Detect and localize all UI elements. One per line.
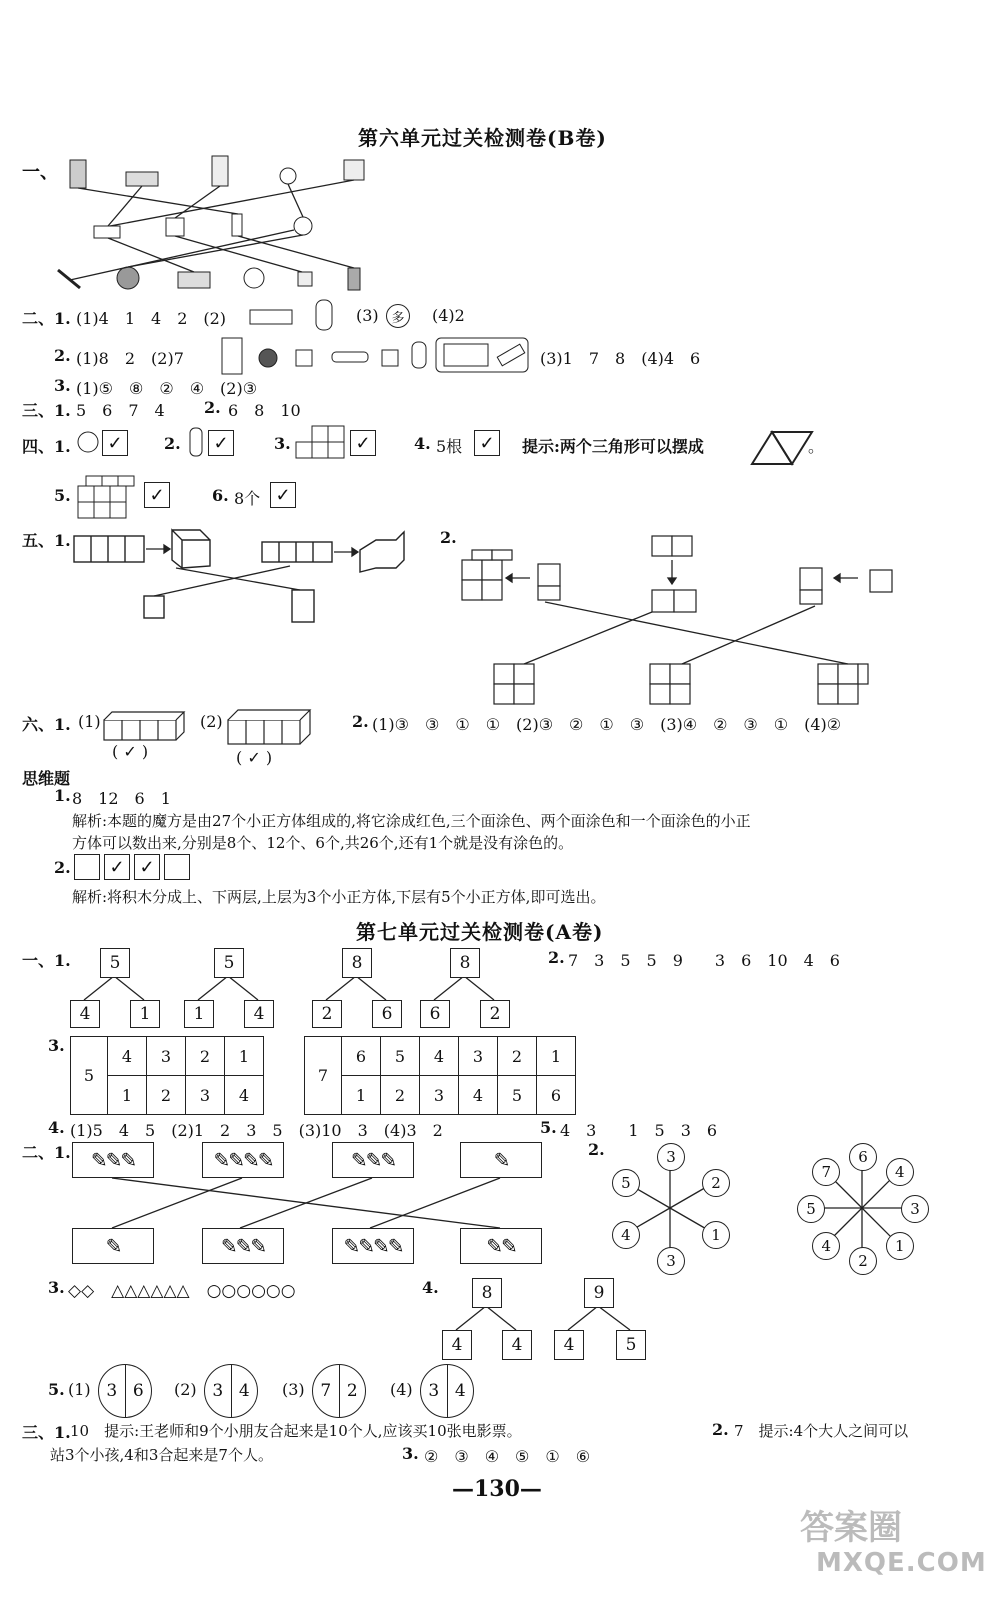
split-circle <box>98 1364 152 1418</box>
table2-top-cell: 6 <box>342 1037 381 1076</box>
unit6-q2-2-label: 2. <box>54 346 71 365</box>
split-circle-right: 6 <box>132 1381 144 1401</box>
split-circle <box>204 1364 258 1418</box>
tree4-left: 6 <box>420 1000 450 1028</box>
q4-tree1-top: 8 <box>472 1278 502 1308</box>
unit7-q1-4-text: (1)5 4 5 (2)1 2 3 5 (3)10 3 (4)3 2 <box>70 1121 443 1140</box>
unit7-q2-3-text: ◇◇ △△△△△△ ○○○○○○ <box>68 1281 296 1301</box>
unit6-q4-6-check: ✓ <box>270 482 296 508</box>
unit7-q1-2-text: 7 3 5 5 9 3 6 10 4 6 <box>568 951 840 970</box>
table1-top-cell: 1 <box>225 1037 264 1076</box>
split-circle-right: 2 <box>346 1381 358 1401</box>
pencil-box-bottom-3: ✎✎✎✎ <box>332 1228 414 1264</box>
unit7-q3-2-label: 2. <box>712 1420 729 1439</box>
unit7-q1-5-text: 4 3 1 5 3 6 <box>560 1121 718 1140</box>
split-circle-label: (3) <box>282 1380 305 1399</box>
unit6-q5-2-label: 2. <box>440 528 457 547</box>
unit6-q3-2-label: 2. <box>204 398 221 417</box>
unit7-q2-2-label: 2. <box>588 1140 605 1159</box>
q4-tree1-left: 4 <box>442 1330 472 1360</box>
unit6-q5-label: 五、1. <box>22 531 71 550</box>
split-circle-label: (1) <box>68 1380 91 1399</box>
split-circle-label: (2) <box>174 1380 197 1399</box>
unit6-q4-2-check: ✓ <box>208 430 234 456</box>
thinking-q1-label: 1. <box>54 786 71 805</box>
unit6-q6-2-label: 2. <box>352 712 369 731</box>
table2-top-cell: 1 <box>537 1037 576 1076</box>
table2-bottom-cell: 4 <box>459 1076 498 1115</box>
split-circle-label: (4) <box>390 1380 413 1399</box>
pencil-box-bottom-1: ✎ <box>72 1228 154 1264</box>
unit7-q2-3-label: 3. <box>48 1278 65 1297</box>
split-circle-left: 3 <box>421 1365 448 1417</box>
unit6-q2-p4: (4)2 <box>432 306 465 325</box>
unit7-q3-1-text: 10 提示:王老师和9个小朋友合起来是10个人,应该买10张电影票。 <box>70 1422 522 1440</box>
pencil-box-top-2: ✎✎✎✎ <box>202 1142 284 1178</box>
unit6-q4-6-text: 8个 <box>234 489 261 508</box>
unit6-q2-line2: (1)8 2 (2)7 <box>76 349 184 368</box>
unit6-q3-label: 三、1. <box>22 401 71 420</box>
pencil-box-top-4: ✎ <box>460 1142 542 1178</box>
unit7-q2-5-label: 5. <box>48 1380 65 1399</box>
unit6-q4-5-check: ✓ <box>144 482 170 508</box>
unit6-q2-line3: (1)⑤ ⑧ ② ④ (2)③ <box>76 379 258 398</box>
unit6-q2-p3: (3) <box>356 306 379 325</box>
unit6-q6-2-text: (1)③ ③ ① ① (2)③ ② ① ③ (3)④ ② ③ ① (4)② <box>372 715 842 734</box>
table2-bottom-cell: 5 <box>498 1076 537 1115</box>
split-circle-left: 3 <box>205 1365 232 1417</box>
unit7-title: 第七单元过关检测卷(A卷) <box>356 920 604 944</box>
unit6-q2-3-label: 3. <box>54 376 71 395</box>
table1-head: 5 <box>71 1037 108 1115</box>
table2-top-cell: 5 <box>381 1037 420 1076</box>
star1-node: 1 <box>702 1221 730 1249</box>
unit6-q2-label: 二、1. <box>22 309 71 328</box>
q4-tree2-top: 9 <box>584 1278 614 1308</box>
q4-tree2-left: 4 <box>554 1330 584 1360</box>
split-circle <box>420 1364 474 1418</box>
star2-node: 4 <box>812 1232 840 1260</box>
unit6-q4-label: 四、1. <box>22 437 71 456</box>
thinking-q2-label: 2. <box>54 858 71 877</box>
unit7-q1-5-label: 5. <box>540 1118 557 1137</box>
watermark-url: MXQE.COM <box>816 1548 987 1578</box>
tree4-top: 8 <box>450 948 480 978</box>
unit6-q2-line2-end: (3)1 7 8 (4)4 6 <box>540 349 701 368</box>
thinking-q1-expl1: 解析:本题的魔方是由27个小正方体组成的,将它涂成红色,三个面涂色、两个面涂色和一个面涂色的小正 <box>72 812 751 830</box>
unit6-q6-label: 六、1. <box>22 715 71 734</box>
unit6-q6-p1: (1) <box>78 712 101 731</box>
pencil-box-bottom-4: ✎✎ <box>460 1228 542 1264</box>
table1-bottom-cell: 3 <box>186 1076 225 1115</box>
star1-node: 3 <box>657 1143 685 1171</box>
unit6-q4-2-label: 2. <box>164 434 181 453</box>
unit6-q6-mark2: ( ✓ ) <box>236 748 273 767</box>
table1-top-cell: 3 <box>147 1037 186 1076</box>
split-circle-right: 4 <box>238 1381 250 1401</box>
table2-top-cell: 3 <box>459 1037 498 1076</box>
pencil-box-bottom-2: ✎✎✎ <box>202 1228 284 1264</box>
table1-top-cell: 2 <box>186 1037 225 1076</box>
thinking-q1-expl2: 方体可以数出来,分别是8个、12个、6个,共26个,还有1个就是没有涂色的。 <box>72 834 574 852</box>
unit7-q1-2-label: 2. <box>548 948 565 967</box>
star2-node: 7 <box>812 1158 840 1186</box>
unit7-q2-4-label: 4. <box>422 1278 439 1297</box>
unit6-q1-label: 一、 <box>22 162 58 183</box>
unit6-title: 第六单元过关检测卷(B卷) <box>358 126 607 150</box>
star2-node: 5 <box>797 1195 825 1223</box>
table2-top-cell: 4 <box>420 1037 459 1076</box>
thinking-q2-box-2: ✓ <box>104 854 130 880</box>
unit7-q1-4-label: 4. <box>48 1118 65 1137</box>
star2-node: 4 <box>886 1158 914 1186</box>
thinking-q2-expl: 解析:将积木分成上、下两层,上层为3个小正方体,下层有5个小正方体,即可选出。 <box>72 888 606 906</box>
table2-bottom-cell: 3 <box>420 1076 459 1115</box>
tree3-left: 2 <box>312 1000 342 1028</box>
unit6-q6-p2: (2) <box>200 712 223 731</box>
table1-bottom-cell: 4 <box>225 1076 264 1115</box>
tree3-right: 6 <box>372 1000 402 1028</box>
star1-node: 3 <box>657 1247 685 1275</box>
thinking-q2-box-3: ✓ <box>134 854 160 880</box>
unit6-q4-hint: 提示:两个三角形可以摆成 <box>522 437 704 456</box>
unit6-q3-text: 5 6 7 4 <box>76 401 165 420</box>
tree2-right: 4 <box>244 1000 274 1028</box>
unit6-q3-2-text: 6 8 10 <box>228 401 301 420</box>
star2-node: 1 <box>886 1232 914 1260</box>
page-number: —130— <box>452 1476 542 1502</box>
tree2-top: 5 <box>214 948 244 978</box>
unit7-q3-line2: 站3个小孩,4和3合起来是7个人。 <box>50 1446 273 1464</box>
table2-bottom-cell: 1 <box>342 1076 381 1115</box>
split-circle-left: 7 <box>313 1365 340 1417</box>
star2-node: 6 <box>849 1143 877 1171</box>
unit6-q4-4-check: ✓ <box>474 430 500 456</box>
unit7-q3-2-text: 7 提示:4个大人之间可以 <box>734 1422 909 1440</box>
table1-top-cell: 4 <box>108 1037 147 1076</box>
unit6-q2-line1: (1)4 1 4 2 (2) <box>76 309 227 328</box>
table2-top-cell: 2 <box>498 1037 537 1076</box>
tree1-top: 5 <box>100 948 130 978</box>
star2-node: 3 <box>901 1195 929 1223</box>
star1-node: 2 <box>702 1169 730 1197</box>
tree1-right: 1 <box>130 1000 160 1028</box>
unit6-q4-3-check: ✓ <box>350 430 376 456</box>
unit6-q6-mark1: ( ✓ ) <box>112 742 149 761</box>
unit7-q3-label: 三、1. <box>22 1423 71 1442</box>
split-circle <box>312 1364 366 1418</box>
table2-head: 7 <box>305 1037 342 1115</box>
table2-bottom-cell: 2 <box>381 1076 420 1115</box>
tree3-top: 8 <box>342 948 372 978</box>
split-circle-right: 4 <box>454 1381 466 1401</box>
watermark-logo: 答案圈 <box>800 1508 902 1548</box>
star1-node: 5 <box>612 1169 640 1197</box>
tree1-left: 4 <box>70 1000 100 1028</box>
table1-bottom-cell: 1 <box>108 1076 147 1115</box>
unit6-q4-4-text: 5根 <box>436 437 463 456</box>
unit7-q1-label: 一、1. <box>22 951 71 970</box>
unit6-q4-3-label: 3. <box>274 434 291 453</box>
unit7-q3-3-label: 3. <box>402 1444 419 1463</box>
unit6-q4-hint-end: 。 <box>808 437 825 456</box>
unit6-q4-5-label: 5. <box>54 486 71 505</box>
pencil-box-top-3: ✎✎✎ <box>332 1142 414 1178</box>
thinking-title: 思维题 <box>22 769 71 788</box>
table2-bottom-cell: 6 <box>537 1076 576 1115</box>
unit7-q2-label: 二、1. <box>22 1143 71 1162</box>
thinking-q1-text: 8 12 6 1 <box>72 789 171 808</box>
unit6-q4-4-label: 4. <box>414 434 431 453</box>
star2-node: 2 <box>849 1247 877 1275</box>
unit6-q4-6-label: 6. <box>212 486 229 505</box>
unit6-q4-1-check: ✓ <box>102 430 128 456</box>
unit7-q3-3-text: ② ③ ④ ⑤ ① ⑥ <box>424 1447 591 1466</box>
table1-bottom-cell: 2 <box>147 1076 186 1115</box>
split-circle-left: 3 <box>99 1365 126 1417</box>
pencil-box-top-1: ✎✎✎ <box>72 1142 154 1178</box>
tree2-left: 1 <box>184 1000 214 1028</box>
tree4-right: 2 <box>480 1000 510 1028</box>
star1-node: 4 <box>612 1221 640 1249</box>
q4-tree1-right: 4 <box>502 1330 532 1360</box>
q4-tree2-right: 5 <box>616 1330 646 1360</box>
unit7-q1-3-label: 3. <box>48 1036 65 1055</box>
unit6-q2-circled-answer: 多 <box>386 304 410 328</box>
